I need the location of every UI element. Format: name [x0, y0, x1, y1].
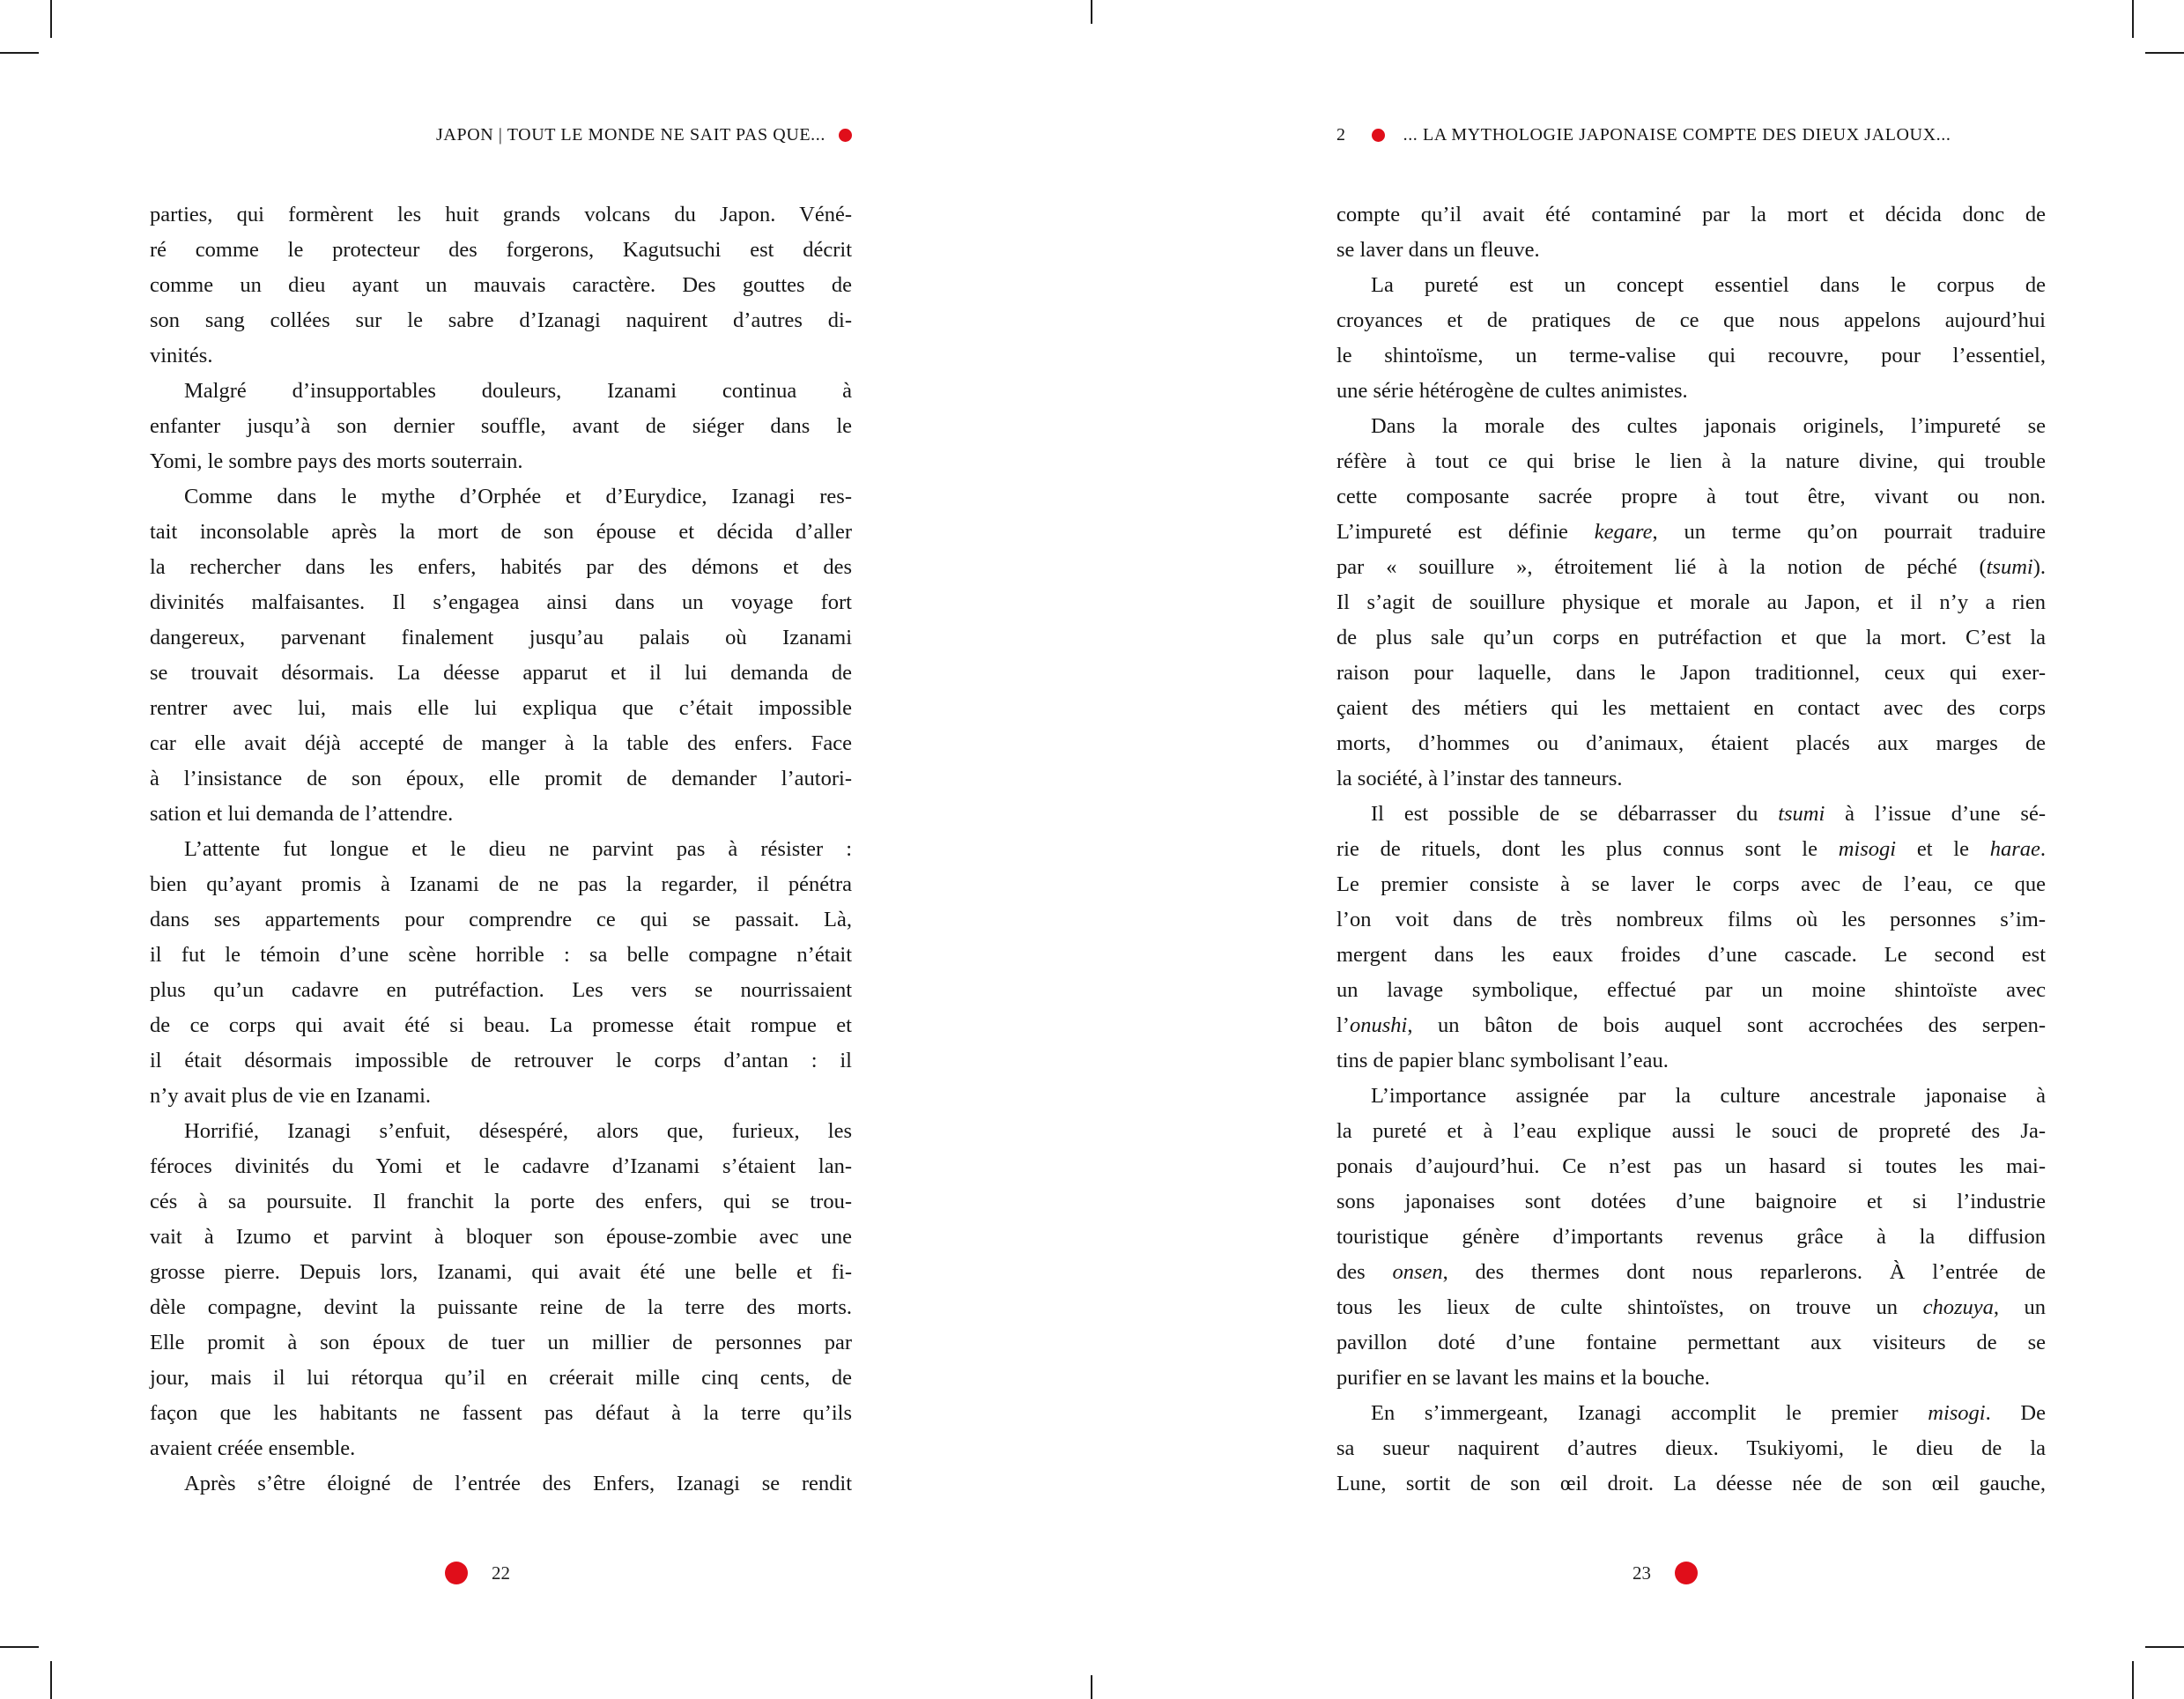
left-running-header [150, 123, 852, 146]
text-line: compte qu’il avait été contaminé par la mort et décida donc de [1336, 203, 2046, 226]
text-line: se trouvait désormais. La déesse apparut et il lui demanda de [150, 661, 852, 685]
crop-mark [2132, 1661, 2134, 1699]
text-line: Après s’être éloigné de l’entrée des Enfers, Izanagi se rendit [184, 1472, 852, 1495]
text-line: ré comme le protecteur des forgerons, Kagutsuchi est décrit [150, 238, 852, 262]
text-line: car elle avait déjà accepté de manger à la table des enfers. Face [150, 731, 852, 755]
text-line: tous les lieux de culte shintoïstes, on trouve un chozuya, un [1336, 1295, 2047, 1319]
text-line: parties, qui formèrent les huit grands volcans du Japon. Véné- [150, 203, 852, 226]
paragraph [1336, 197, 2046, 268]
text-line: jour, mais il lui rétorqua qu’il en créerait mille cinq cents, de [150, 1366, 852, 1390]
text-line: l’onushi, un bâton de bois auquel sont accrochées des serpen- [1336, 1013, 2046, 1037]
text-line: Yomi, le sombre pays des morts souterrain. [150, 449, 523, 473]
paragraph [1336, 268, 2046, 409]
text-line: de ce corps qui avait été si beau. La promesse était rompue et [150, 1013, 852, 1037]
text-line: morts, d’hommes ou d’animaux, étaient placés aux marges de [1336, 731, 2046, 755]
paragraph [1336, 1079, 2046, 1396]
crop-mark [2132, 0, 2134, 38]
text-line: grosse pierre. Depuis lors, Izanami, qui avait été une belle et fi- [150, 1260, 852, 1284]
text-line: avaient créée ensemble. [150, 1436, 356, 1460]
text-line: mergent dans les eaux froides d’une cascade. Le second est [1336, 943, 2046, 967]
text-line: croyances et de pratiques de ce que nous appelons aujourd’hui [1336, 308, 2046, 332]
paragraph [150, 479, 852, 832]
red-dot-icon [1675, 1562, 1698, 1584]
crop-mark [50, 0, 52, 38]
text-line: bien qu’ayant promis à Izanami de ne pas la regarder, il pénétra [150, 872, 852, 896]
text-line: vait à Izumo et parvint à bloquer son épouse-zombie avec une [150, 1225, 852, 1249]
text-line: il fut le témoin d’une scène horrible : sa belle compagne n’était [150, 943, 852, 967]
left-page-body-text [150, 197, 852, 1502]
text-line: sation et lui demanda de l’attendre. [150, 802, 454, 826]
text-line: le shintoïsme, un terme-valise qui recouvre, pour l’essentiel, [1336, 344, 2046, 367]
text-line: la pureté et à l’eau explique aussi le souci de propreté des Ja- [1336, 1119, 2046, 1143]
right-page-body-text [1336, 197, 2046, 1502]
text-line: par « souillure », étroitement lié à la notion de péché (tsumi). [1336, 555, 2046, 579]
text-line: Elle promit à son époux de tuer un millier de personnes par [150, 1331, 852, 1354]
paragraph [150, 197, 852, 374]
crop-mark [0, 52, 39, 54]
paragraph [1336, 409, 2046, 797]
text-line: Il s’agit de souillure physique et morale au Japon, et il n’y a rien [1336, 590, 2046, 614]
text-line: vinités. [150, 344, 213, 367]
text-line: tins de papier blanc symbolisant l’eau. [1336, 1049, 1669, 1072]
text-line: cés à sa poursuite. Il franchit la porte des enfers, qui se trou- [150, 1190, 852, 1213]
text-line: enfanter jusqu’à son dernier souffle, avant de siéger dans le [150, 414, 852, 438]
red-dot-icon [445, 1562, 468, 1584]
paragraph [1336, 1396, 2046, 1502]
crop-mark [2145, 52, 2184, 54]
text-line: de plus sale qu’un corps en putréfaction et que la mort. C’est la [1336, 626, 2046, 649]
text-line: des onsen, des thermes dont nous reparlerons. À l’entrée de [1336, 1260, 2046, 1284]
text-line: Malgré d’insupportables douleurs, Izanami continua à [184, 379, 852, 403]
text-line: La pureté est un concept essentiel dans le corpus de [1371, 273, 2046, 297]
text-line: comme un dieu ayant un mauvais caractère. Des gouttes de [150, 273, 852, 297]
text-line: purifier en se lavant les mains et la bouche. [1336, 1366, 1710, 1390]
text-line: à l’insistance de son époux, elle promit de demander l’autori- [150, 767, 852, 790]
text-line: touristique génère d’importants revenus grâce à la diffusion [1336, 1225, 2046, 1249]
text-line: l’on voit dans de très nombreux films où les personnes s’im- [1336, 908, 2046, 931]
text-line: çaient des métiers qui les mettaient en contact avec des corps [1336, 696, 2046, 720]
text-line: Le premier consiste à se laver le corps avec de l’eau, ce que [1336, 872, 2046, 896]
page-number: 23 [1632, 1562, 1651, 1584]
text-line: L’attente fut longue et le dieu ne parvint pas à résister : [184, 837, 852, 861]
text-line: dans ses appartements pour comprendre ce qui se passait. Là, [150, 908, 852, 931]
right-page-folio [1632, 1562, 1698, 1584]
text-line: En s’immergeant, Izanagi accomplit le premier misogi. De [1371, 1401, 2046, 1425]
text-line: raison pour laquelle, dans le Japon traditionnel, ceux qui exer- [1336, 661, 2046, 685]
paragraph [150, 832, 852, 1114]
text-line: rentrer avec lui, mais elle lui expliqua que c’était impossible [150, 696, 852, 720]
text-line: son sang collées sur le sabre d’Izanagi naquirent d’autres di- [150, 308, 852, 332]
text-line: Dans la morale des cultes japonais originels, l’impureté se [1371, 414, 2046, 438]
text-line: réfère à tout ce qui brise le lien à la nature divine, qui trouble [1336, 449, 2046, 473]
crop-mark [1091, 0, 1092, 24]
text-line: façon que les habitants ne fassent pas défaut à la terre qu’ils [150, 1401, 852, 1425]
text-line: une série hétérogène de cultes animistes. [1336, 379, 1688, 403]
text-line: dèle compagne, devint la puissante reine de la terre des morts. [150, 1295, 852, 1319]
text-line: Horrifié, Izanagi s’enfuit, désespéré, alors que, furieux, les [184, 1119, 852, 1143]
text-line: Il est possible de se débarrasser du tsumi à l’issue d’une sé- [1371, 802, 2046, 826]
text-line: dangereux, parvenant finalement jusqu’au palais où Izanami [150, 626, 852, 649]
chapter-number: 2 [1336, 124, 1346, 145]
left-page-folio [445, 1562, 510, 1584]
paragraph [150, 1466, 852, 1502]
running-header-title: ... LA MYTHOLOGIE JAPONAISE COMPTE DES DIEUX JALOUX... [1403, 124, 1951, 145]
text-line: la rechercher dans les enfers, habités par des démons et des [150, 555, 852, 579]
paragraph [1336, 797, 2046, 1079]
crop-mark [50, 1661, 52, 1699]
red-dot-icon [1372, 129, 1385, 142]
crop-mark [0, 1646, 39, 1648]
right-running-header [1336, 123, 2046, 146]
text-line: se laver dans un fleuve. [1336, 238, 1540, 262]
crop-mark [2145, 1646, 2184, 1648]
text-line: ponais d’aujourd’hui. Ce n’est pas un hasard si toutes les mai- [1336, 1154, 2046, 1178]
text-line: rie de rituels, dont les plus connus sont le misogi et le harae. [1336, 837, 2046, 861]
text-line: divinités malfaisantes. Il s’engagea ainsi dans un voyage fort [150, 590, 852, 614]
running-header-title: JAPON | TOUT LE MONDE NE SAIT PAS QUE... [436, 124, 825, 145]
text-line: Lune, sortit de son œil droit. La déesse née de son œil gauche, [1336, 1472, 2046, 1495]
text-line: sons japonaises sont dotées d’une baignoire et si l’industrie [1336, 1190, 2046, 1213]
text-line: féroces divinités du Yomi et le cadavre d’Izanami s’étaient lan- [150, 1154, 852, 1178]
text-line: il était désormais impossible de retrouver le corps d’antan : il [150, 1049, 852, 1072]
text-line: tait inconsolable après la mort de son épouse et décida d’aller [150, 520, 852, 544]
text-line: n’y avait plus de vie en Izanami. [150, 1084, 432, 1108]
text-line: un lavage symbolique, effectué par un moine shintoïste avec [1336, 978, 2046, 1002]
text-line: L’importance assignée par la culture ancestrale japonaise à [1371, 1084, 2046, 1108]
red-dot-icon [839, 129, 852, 142]
text-line: L’impureté est définie kegare, un terme qu’on pourrait traduire [1336, 520, 2046, 544]
text-line: cette composante sacrée propre à tout être, vivant ou non. [1336, 485, 2046, 508]
crop-mark [1091, 1675, 1092, 1699]
text-line: la société, à l’instar des tanneurs. [1336, 767, 1623, 790]
text-line: plus qu’un cadavre en putréfaction. Les vers se nourrissaient [150, 978, 852, 1002]
text-line: pavillon doté d’une fontaine permettant aux visiteurs de se [1336, 1331, 2046, 1354]
text-line: Comme dans le mythe d’Orphée et d’Eurydice, Izanagi res- [184, 485, 852, 508]
page-number: 22 [492, 1562, 510, 1584]
text-line: sa sueur naquirent d’autres dieux. Tsukiyomi, le dieu de la [1336, 1436, 2046, 1460]
paragraph [150, 1114, 852, 1466]
paragraph [150, 374, 852, 479]
